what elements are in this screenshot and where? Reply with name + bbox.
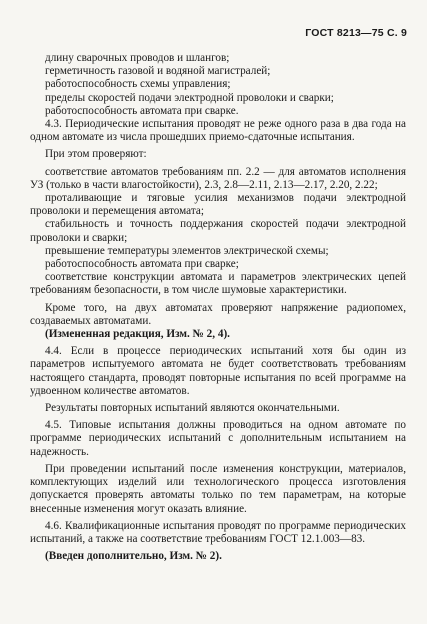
section-4-6: 4.6. Квалификационные испытания проводят по программе периодических испытаний, а также на соответствие требованиям ГОСТ 12.1.003—83.	[30, 519, 406, 545]
section-4-4: 4.4. Если в процессе периодических испытаний хотя бы один из параметров испытуемого автомата не будет соответствовать требованиям настоящего стандарта, проводят повторные испытания по всей программе на удвоенном количестве автоматов.	[30, 345, 406, 397]
list-item: соответствие конструкции автомата и параметров электрических цепей требованиям безопасности, в том числе шумовые характеристики.	[30, 271, 406, 297]
list-item: работоспособность автомата при сварке;	[45, 258, 239, 271]
list-item: соответствие автоматов требованиям пп. 2.2 — для автоматов исполнения УЗ (только в части влагостойкости), 2.3, 2.8—2.11, 2.13—2.17, 2.20, 2.22;	[30, 165, 406, 191]
text-line: работоспособность схемы управления;	[45, 78, 231, 91]
list-item: стабильность и точность поддержания скоростей подачи электродной проволоки и сварки;	[30, 218, 406, 244]
document-body	[30, 52, 406, 563]
amendment-note: (Измененная редакция, Изм. № 2, 4).	[45, 328, 230, 341]
text-paragraph: Кроме того, на двух автоматах проверяют напряжение радиопомех, создаваемых автоматами.	[30, 301, 406, 327]
text-line: пределы скоростей подачи электродной проволоки и сварки;	[45, 91, 334, 104]
text-paragraph: Результаты повторных испытаний являются окончательными.	[45, 402, 340, 415]
text-line: работоспособность автомата при сварке.	[45, 104, 239, 117]
text-line: герметичность газовой и водяной магистралей;	[45, 65, 271, 78]
list-item: превышение температуры элементов электрической схемы;	[45, 244, 329, 257]
list-item: проталивающие и тяговые усилия механизмов подачи электродной проволоки и перемещения автомата;	[30, 192, 406, 218]
text-line: При этом проверяют:	[45, 148, 147, 161]
text-paragraph: При проведении испытаний после изменения конструкции, материалов, комплектующих изделий или технологического процесса изготовления допускается проверять автоматы только по тем параметрам, на которые внесенные изменения могут оказать влияние.	[30, 462, 406, 515]
page-header: ГОСТ 8213—75 С. 9	[305, 27, 407, 39]
section-4-3: 4.3. Периодические испытания проводят не реже одного раза в два года на одном автомате из числа прошедших приемо-сдаточные испытания.	[30, 118, 406, 144]
section-4-5: 4.5. Типовые испытания должны проводиться на одном автомате по программе периодических испытаний с дополнительным испытанием на надежность.	[30, 419, 406, 458]
amendment-note: (Введен дополнительно, Изм. № 2).	[45, 550, 222, 563]
text-line: длину сварочных проводов и шлангов;	[45, 52, 230, 64]
